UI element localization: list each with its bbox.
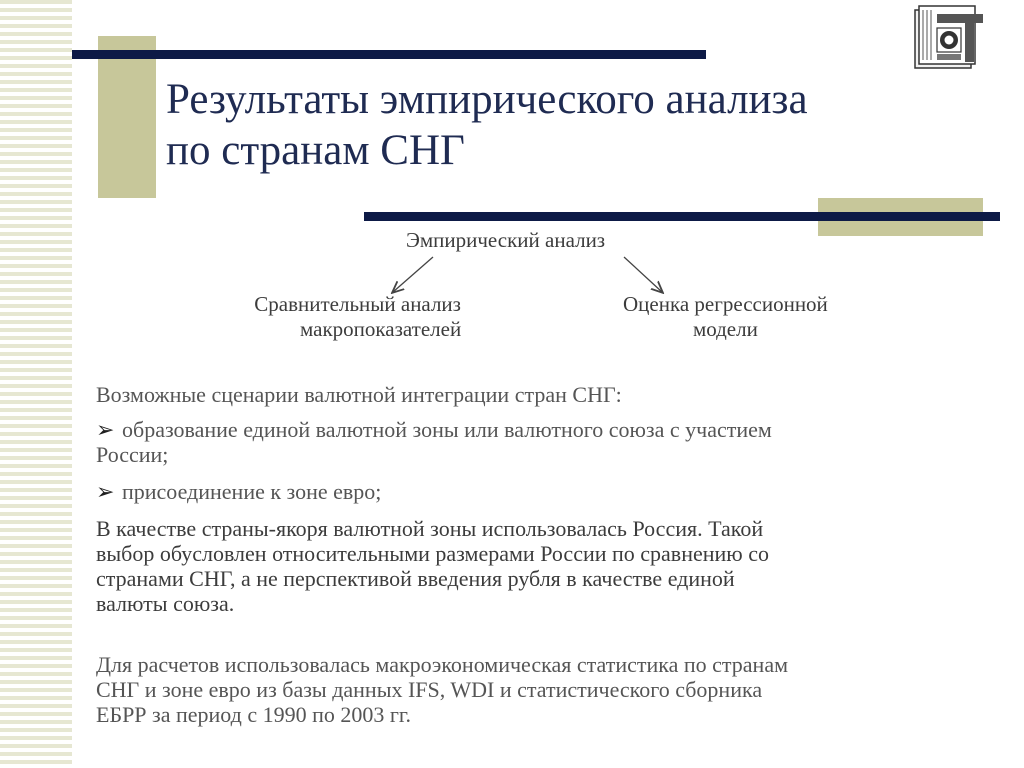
scenarios-heading: Возможные сценарии валютной интеграции стран СНГ: (96, 382, 622, 407)
paragraph-line: Для расчетов использовалась макроэкономическая статистика по странам (96, 652, 789, 677)
scenario-bullet (96, 479, 976, 504)
navy-rule-top (72, 50, 706, 59)
navy-rule-mid (364, 212, 1000, 221)
paragraph-line: ЕБРР за период с 1990 по 2003 гг. (96, 702, 411, 727)
diagram-right-node (623, 292, 828, 342)
diagram-root-node: Эмпирический анализ (406, 228, 606, 252)
diagram-right-node-line: Оценка регрессионной (623, 292, 828, 316)
diagram-arrow-right (624, 257, 662, 292)
diagram-arrow-left (393, 257, 433, 292)
scenario-bullet-line: России; (96, 442, 169, 467)
diagram-left-node-line: Сравнительный анализ (254, 292, 461, 316)
slide-body (96, 382, 976, 727)
arrowhead-bullet-icon: ➢ (96, 479, 115, 504)
slide-title (166, 74, 808, 176)
data-sources-paragraph (96, 652, 976, 727)
presentation-logo-icon (913, 4, 987, 70)
olive-accent-block-top (98, 36, 156, 198)
paragraph-line: валюты союза. (96, 591, 235, 616)
arrowhead-bullet-icon: ➢ (96, 417, 115, 442)
paragraph-line: СНГ и зоне евро из базы данных IFS, WDI и статистического сборника (96, 677, 763, 702)
anchor-country-paragraph (96, 516, 976, 616)
paragraph-line: В качестве страны-якоря валютной зоны использовалась Россия. Такой (96, 516, 764, 541)
diagram-right-node-line: модели (692, 317, 758, 341)
slide-title-line: Результаты эмпирического анализа (166, 76, 808, 123)
scenario-bullet-line: присоединение к зоне евро; (122, 479, 382, 504)
diagram-left-node-line: макропоказателей (300, 317, 462, 341)
scenario-bullet (96, 417, 976, 467)
slide-title-line: по странам СНГ (166, 127, 465, 174)
scenario-bullet-line: образование единой валютной зоны или валютного союза с участием (122, 417, 772, 442)
paragraph-line: выбор обусловлен относительными размерами России по сравнению со (96, 541, 769, 566)
diagram-left-node (254, 292, 461, 342)
paragraph-line: странами СНГ, а не перспективой введения рубля в качестве единой (96, 566, 735, 591)
left-stripe-decoration (0, 0, 72, 768)
